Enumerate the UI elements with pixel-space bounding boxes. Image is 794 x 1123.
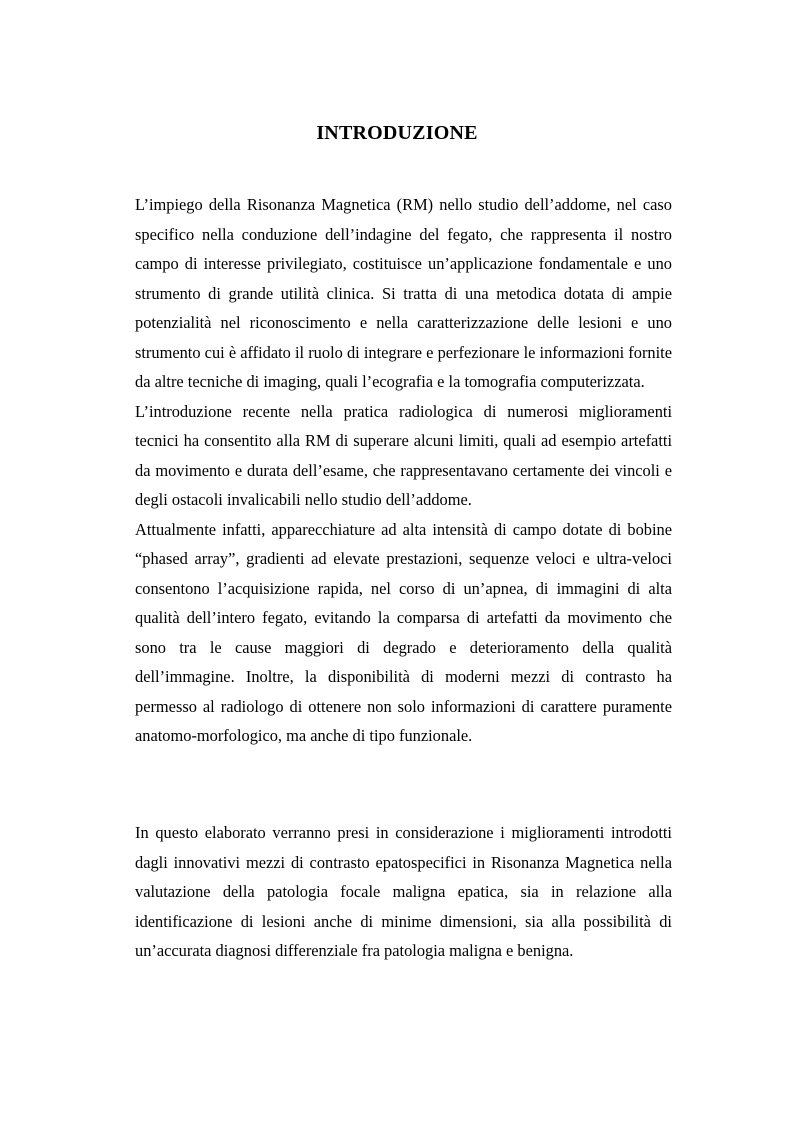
paragraph-3: Attualmente infatti, apparecchiature ad alta intensità di campo dotate di bobine “phased array”, gradienti ad elevate prestazioni, sequenze veloci e ultra-veloci consentono l’acquisizione rapida, nel corso di un’apnea, di immagini di alta qualità dell’intero fegato, evitando la comparsa di artefatti da movimento che sono tra le cause maggiori di degrado e deterioramento della qualità dell’immagine. Inoltre, la disponibilità di moderni mezzi di contrasto ha permesso al radiologo di ottenere non solo informazioni di carattere puramente anatomo-morfologico, ma anche di tipo funzionale. bbox=[135, 519, 672, 745]
introduction-body bbox=[135, 190, 672, 751]
paragraph-4: In questo elaborato verranno presi in considerazione i miglioramenti introdotti dagli innovativi mezzi di contrasto epatospecifici in Risonanza Magnetica nella valutazione della patologia focale maligna epatica, sia in relazione alla identificazione di lesioni anche di minime dimensioni, sia alla possibilità di un’accurata diagnosi differenziale fra patologia maligna e benigna. bbox=[135, 823, 672, 960]
thesis-scope-body bbox=[135, 818, 672, 966]
page-title: INTRODUZIONE bbox=[316, 122, 478, 144]
paragraph-2: L’introduzione recente nella pratica radiologica di numerosi miglioramenti tecnici ha consentito alla RM di superare alcuni limiti, quali ad esempio artefatti da movimento e durata dell’esame, che rappresentavano certamente dei vincoli e degli ostacoli invalicabili nello studio dell’addome. bbox=[135, 401, 672, 509]
paragraph-1: L’impiego della Risonanza Magnetica (RM) nello studio dell’addome, nel caso specifico nella conduzione dell’indagine del fegato, che rappresenta il nostro campo di interesse privilegiato, costituisce un’applicazione fondamentale e uno strumento di grande utilità clinica. Si tratta di una metodica dotata di ampie potenzialità nel riconoscimento e nella caratterizzazione delle lesioni e uno strumento cui è affidato il ruolo di integrare e perfezionare le informazioni fornite da altre tecniche di imaging, quali l’ecografia e la tomografia computerizzata. bbox=[135, 195, 672, 391]
